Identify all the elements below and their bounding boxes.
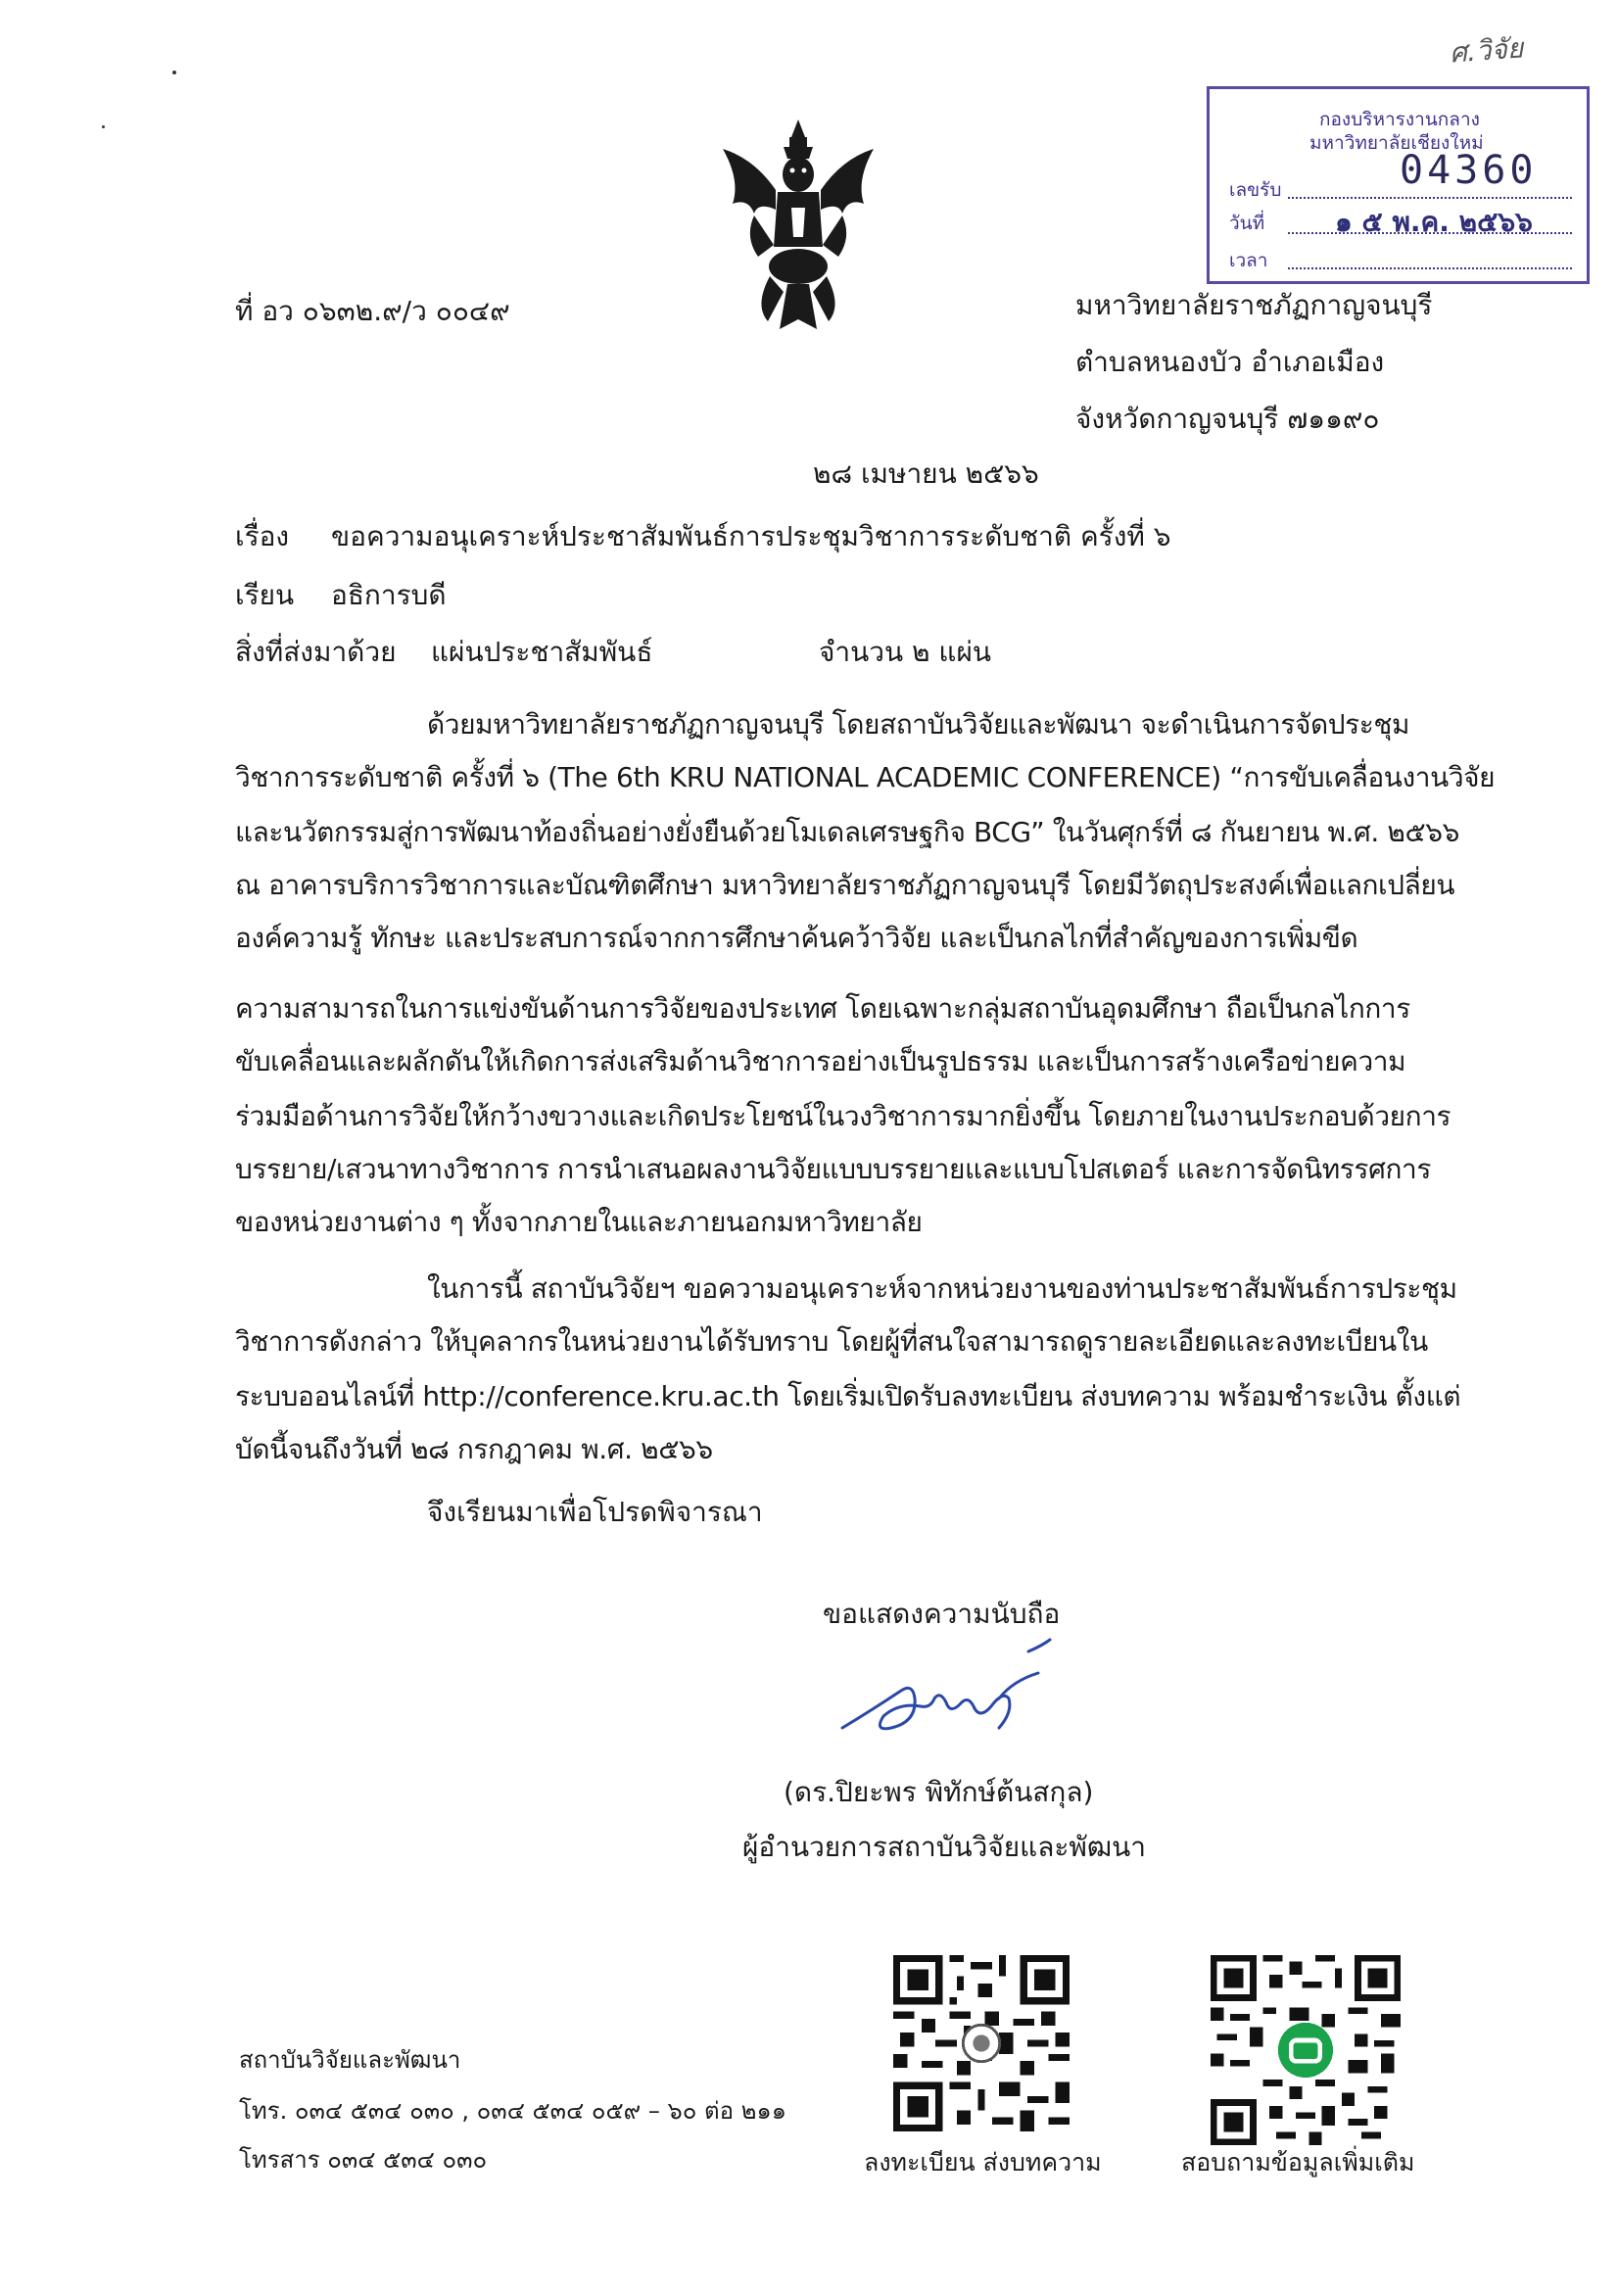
scan-speck [102, 125, 105, 128]
received-stamp [1207, 86, 1590, 284]
signer-title: ผู้อำนวยการสถาบันวิจัยและพัฒนา [742, 1831, 1147, 1863]
subject-value: ขอความอนุเคราะห์ประชาสัมพันธ์การประชุมวิชาการระดับชาติ ครั้งที่ ๖ [331, 520, 1171, 552]
sender-address-line2: ตำบลหนองบัว อำเภอเมือง [1075, 346, 1385, 378]
stamp-recv-no: 04360 [1400, 148, 1538, 193]
sender-address-line1: มหาวิทยาลัยราชภัฏกาญจนบุรี [1075, 289, 1433, 321]
signature-icon [833, 1634, 1068, 1761]
qr2-caption: สอบถามข้อมูลเพิ่มเติม [1181, 2148, 1415, 2176]
qr-code-line-contact[interactable] [1211, 1955, 1401, 2145]
para2-line: ระบบออนไลน์ที่ http://conference.kru.ac.th โดยเริ่มเปิดรับลงทะเบียน ส่งบทความ พร้อมชำระเงิน ตั้งแต่ [235, 1380, 1461, 1412]
stamp-recv-label: เลขรับ [1229, 179, 1282, 201]
garuda-icon [715, 120, 881, 335]
document-date: ๒๘ เมษายน ๒๕๖๖ [813, 457, 1039, 490]
scan-speck [172, 71, 176, 74]
qr1-caption: ลงทะเบียน ส่งบทความ [864, 2148, 1102, 2176]
para1-line: ของหน่วยงานต่าง ๆ ทั้งจากภายในและภายนอกมหาวิทยาลัย [235, 1206, 923, 1238]
para2-line: วิชาการดังกล่าว ให้บุคลากรในหน่วยงานได้รับทราบ โดยผู้ที่สนใจสามารถดูรายละเอียดและลงทะเบียนใน [235, 1325, 1428, 1358]
stamp-date-value: ๑ ๕ พ.ค. ๒๕๖๖ [1335, 206, 1533, 238]
footer-tel: โทร. ๐๓๔ ๕๓๔ ๐๓๐ , ๐๓๔ ๕๓๔ ๐๕๙ – ๖๐ ต่อ ๒๑๑ [239, 2097, 786, 2125]
stamp-dotted-line [1288, 197, 1572, 199]
para2-line: บัดนี้จนถึงวันที่ ๒๘ กรกฎาคม พ.ศ. ๒๕๖๖ [235, 1433, 713, 1465]
corner-note: ศ.วิจัย [1448, 31, 1525, 70]
qr-code-icon [1211, 1955, 1401, 2145]
enclosure-count: จำนวน ๒ แผ่น [819, 636, 991, 668]
signature-image [833, 1634, 1068, 1761]
subject-label: เรื่อง [235, 520, 290, 552]
qr-code-icon [893, 1955, 1070, 2131]
para2-line: ในการนี้ สถาบันวิจัยฯ ขอความอนุเคราะห์จากหน่วยงานของท่านประชาสัมพันธ์การประชุม [427, 1272, 1457, 1305]
qr-code-registration[interactable] [893, 1955, 1070, 2131]
para1-line: ร่วมมือด้านการวิจัยให้กว้างขวางและเกิดประโยชน์ในวงวิชาการมากยิ่งขึ้น โดยภายในงานประกอบด้วยการ [235, 1100, 1451, 1132]
enclosure-value: แผ่นประชาสัมพันธ์ [431, 636, 653, 668]
closing-request: จึงเรียนมาเพื่อโปรดพิจารณา [427, 1496, 763, 1528]
para1-line: บรรยาย/เสวนาทางวิชาการ การนำเสนอผลงานวิจัยแบบบรรยายและแบบโปสเตอร์ และการจัดนิทรรศการ [235, 1153, 1431, 1185]
para1-line: ขับเคลื่อนและผลักดันให้เกิดการส่งเสริมด้านวิชาการอย่างเป็นรูปธรรม และเป็นการสร้างเครือข่ายความ [235, 1045, 1406, 1077]
footer-dept: สถาบันวิจัยและพัฒนา [239, 2046, 461, 2074]
para1-line: ความสามารถในการแข่งขันด้านการวิจัยของประเทศ โดยเฉพาะกลุ่มสถาบันอุดมศึกษา ถือเป็นกลไกการ [235, 992, 1410, 1025]
signer-name: (ดร.ปิยะพร พิทักษ์ต้นสกุล) [784, 1776, 1094, 1808]
to-label: เรียน [235, 579, 295, 611]
enclosure-label: สิ่งที่ส่งมาด้วย [235, 636, 397, 668]
para1-line: ณ อาคารบริการวิชาการและบัณฑิตศึกษา มหาวิทยาลัยราชภัฏกาญจนบุรี โดยมีวัตถุประสงค์เพื่อแลกเปลี่ยน [235, 869, 1455, 901]
stamp-org-line1: กองบริหารงานกลาง [1319, 109, 1480, 130]
para1-line: องค์ความรู้ ทักษะ และประสบการณ์จากการศึกษาค้นคว้าวิจัย และเป็นกลไกที่สำคัญของการเพิ่มขีด [235, 922, 1358, 954]
para1-line: วิชาการระดับชาติ ครั้งที่ ๖ (The 6th KRU NATIONAL ACADEMIC CONFERENCE) “การขับเคลื่อนงานวิจัย [235, 761, 1496, 793]
para1-line: ด้วยมหาวิทยาลัยราชภัฏกาญจนบุรี โดยสถาบันวิจัยและพัฒนา จะดำเนินการจัดประชุม [427, 708, 1410, 741]
stamp-org-line2: มหาวิทยาลัยเชียงใหม่ [1309, 132, 1484, 154]
para1-line: และนวัตกรรมสู่การพัฒนาท้องถิ่นอย่างยั่งยืนด้วยโมเดลเศรษฐกิจ BCG” ในวันศุกร์ที่ ๘ กันยายน พ.ศ. ๒๕๖๖ [235, 816, 1460, 848]
document-number: ที่ อว ๐๖๓๒.๙/ว ๐๐๔๙ [235, 295, 510, 327]
footer-fax: โทรสาร ๐๓๔ ๕๓๔ ๐๓๐ [239, 2146, 488, 2174]
sender-address-line3: จังหวัดกาญจนบุรี ๗๑๑๙๐ [1075, 403, 1380, 435]
garuda-emblem [715, 120, 881, 335]
stamp-date-label: วันที่ [1229, 213, 1265, 234]
regards: ขอแสดงความนับถือ [823, 1598, 1061, 1630]
to-value: อธิการบดี [331, 579, 447, 611]
stamp-time-label: เวลา [1229, 250, 1268, 271]
stamp-dotted-line [1288, 267, 1572, 269]
